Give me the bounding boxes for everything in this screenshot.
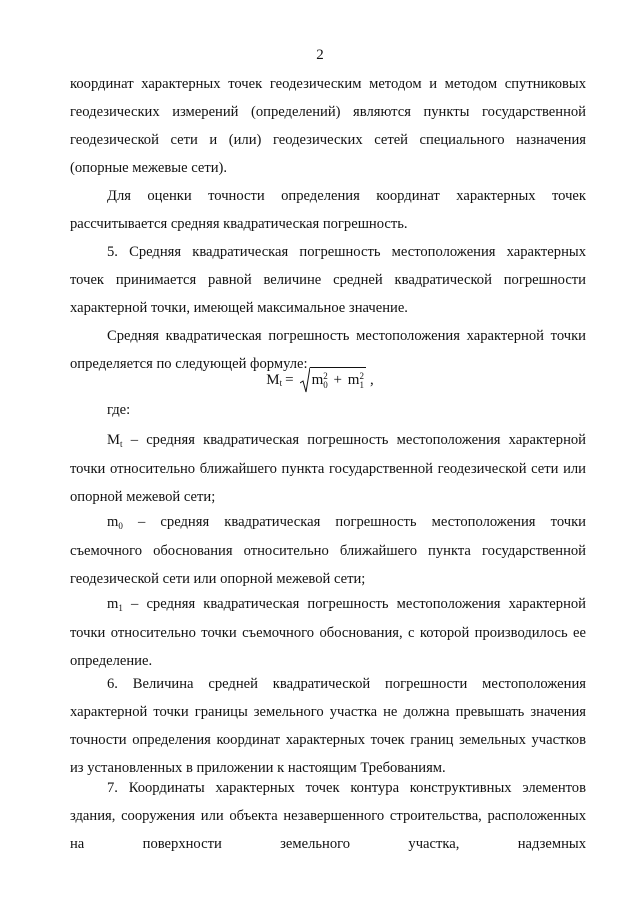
def-m1-symbol: m [107, 596, 119, 612]
definition-m1 [70, 590, 586, 675]
where-label: где: [107, 402, 131, 418]
page-number: 2 [316, 47, 324, 63]
formula-term1-sup: 2 [323, 370, 328, 381]
formula-term1-sub: 0 [323, 379, 328, 390]
paragraph-continuation: координат характерных точек геодезическим методом и методом спутниковых геодезических измерений (определений) являются пункты государственной геодезической сети и (или) геодезических сетей специального назначения (опорные межевые сети). [70, 76, 586, 176]
formula-lhs-sub: t [279, 378, 283, 388]
formula-lhs: M [266, 371, 280, 388]
def-m0-text: – средняя квадратическая погрешность местоположения точки съемочного обоснования относительно ближайшего пункта государственной геодезической сети или опорной межевой сети; [70, 514, 586, 587]
paragraph-item-6: 6. Величина средней квадратической погрешности местоположения характерной точки границы земельного участка не должна превышать значения точности определения координат характерных точек границ земельных участков из установленных в приложении к настоящим Требованиям. [70, 676, 586, 776]
def-mt-symbol: M [107, 432, 120, 448]
formula-term1: m [311, 372, 324, 388]
def-mt-text: – средняя квадратическая погрешность местоположения характерной точки относительно ближайшего пункта государственной геодезической сети или опорной межевой сети; [70, 432, 586, 505]
formula-tail: , [369, 371, 374, 388]
definition-mt [70, 426, 586, 511]
def-mt-subscript: t [119, 439, 123, 449]
formula-plus: + [333, 372, 343, 388]
def-m0-subscript: 0 [118, 521, 123, 531]
def-m0-symbol: m [107, 514, 119, 530]
paragraph-item-7: 7. Координаты характерных точек контура конструктивных элементов здания, сооружения или объекта незавершенного строительства, расположенных на поверхности земельного участка, надземных [70, 780, 586, 852]
definition-m0 [70, 508, 586, 593]
formula-mt [0, 364, 640, 396]
paragraph-formula-intro: Средняя квадратическая погрешность местоположения характерной точки определяется по следующей формуле: [70, 328, 586, 372]
sqrt-symbol [300, 367, 366, 393]
def-m1-subscript: 1 [118, 603, 123, 613]
radical-sign-icon [300, 367, 310, 393]
formula-equals: = [285, 371, 294, 388]
paragraph-item-5: 5. Средняя квадратическая погрешность местоположения характерных точек принимается равной величине средней квадратической погрешности характерной точки, имеющей максимальное значение. [70, 244, 586, 316]
paragraph-accuracy-assessment: Для оценки точности определения координат характерных точек рассчитывается средняя квадратическая погрешность. [70, 188, 586, 232]
formula-term2-sub: 1 [359, 379, 364, 390]
def-m1-text: – средняя квадратическая погрешность местоположения характерной точки относительно точки съемочного обоснования, с которой производилось ее определение. [70, 596, 586, 669]
formula-term2-sup: 2 [359, 370, 364, 381]
formula-term2: m [347, 372, 360, 388]
